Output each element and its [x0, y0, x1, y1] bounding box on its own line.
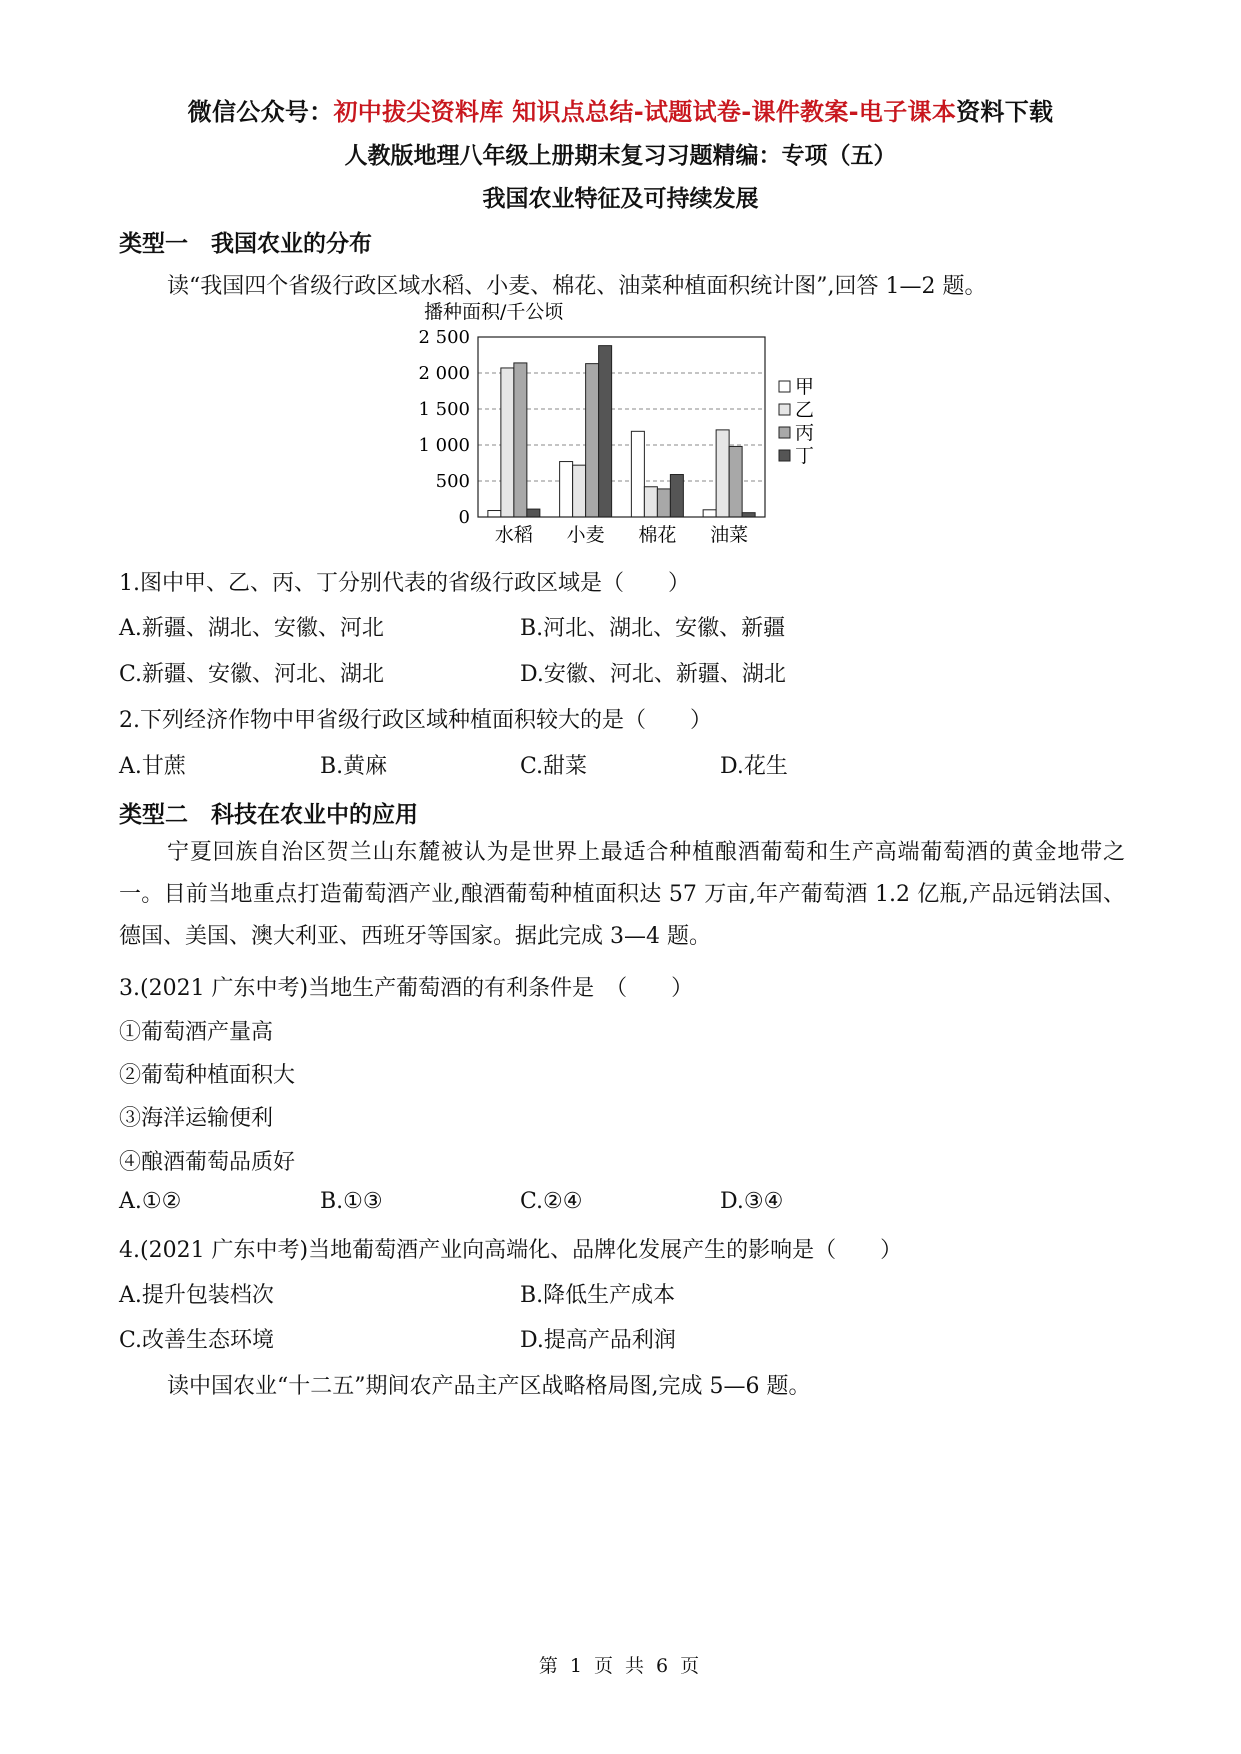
x-tick-label: 水稻 — [494, 524, 533, 546]
page-footer: 第 1 页 共 6 页 — [538, 1655, 703, 1677]
chart-bars — [488, 346, 755, 517]
legend-swatch — [779, 450, 790, 461]
header-banner — [0, 92, 1241, 127]
legend-swatch — [779, 404, 790, 415]
q3-option-c: C.②④ — [520, 1189, 583, 1214]
q4-option-c: C.改善生态环境 — [119, 1328, 275, 1353]
page-subtitle: 我国农业特征及可持续发展 — [482, 186, 759, 212]
x-tick-label: 棉花 — [638, 524, 677, 546]
q2-stem: 2.下列经济作物中甲省级行政区域种植面积较大的是（ ） — [119, 708, 712, 733]
q1-option-c: C.新疆、安徽、河北、湖北 — [119, 662, 385, 687]
bar — [670, 475, 683, 517]
bar — [716, 430, 729, 517]
y-tick-label: 2 500 — [418, 327, 470, 348]
q4-option-d: D.提高产品利润 — [520, 1328, 676, 1353]
chart-y-ticks — [418, 327, 470, 528]
section3-intro: 读中国农业“十二五”期间农产品主产区战略格局图,完成 5—6 题。 — [167, 1374, 811, 1399]
q1-option-b: B.河北、湖北、安徽、新疆 — [520, 616, 786, 641]
q3-option-a: A.①② — [119, 1189, 182, 1214]
bar — [631, 431, 644, 517]
legend-swatch — [779, 381, 790, 392]
header-prefix: 微信公众号： — [187, 98, 334, 126]
q1-option-d: D.安徽、河北、新疆、湖北 — [520, 662, 786, 687]
q4-stem: 4.(2021 广东中考)当地葡萄酒产业向高端化、品牌化发展产生的影响是（ ） — [119, 1238, 903, 1263]
q1-stem: 1.图中甲、乙、丙、丁分别代表的省级行政区域是（ ） — [119, 571, 690, 596]
bar — [573, 465, 586, 517]
q3-stem: 3.(2021 广东中考)当地生产葡萄酒的有利条件是 （ ） — [119, 976, 694, 1001]
q2-option-c: C.甜菜 — [520, 754, 588, 779]
bar — [514, 363, 527, 517]
y-tick-label: 1 500 — [418, 399, 470, 420]
bar — [501, 368, 514, 517]
bar — [729, 446, 742, 517]
x-tick-label: 油菜 — [710, 524, 749, 546]
section1-heading: 类型一 我国农业的分布 — [119, 231, 372, 257]
q3-option-d: D.③④ — [720, 1189, 784, 1214]
bar — [703, 510, 716, 517]
q3-item-4: ④酿酒葡萄品质好 — [119, 1150, 296, 1175]
section2-heading: 类型二 科技在农业中的应用 — [119, 802, 418, 828]
bar — [742, 513, 755, 517]
y-tick-label: 0 — [458, 507, 470, 528]
bar — [657, 489, 670, 517]
chart-x-ticks — [495, 524, 748, 546]
bar — [599, 346, 612, 517]
header-red-text: 初中拔尖资料库 知识点总结-试题试卷-课件教案-电子课本 — [333, 98, 957, 126]
y-tick-label: 1 000 — [418, 435, 470, 456]
q2-option-a: A.甘蔗 — [119, 754, 186, 779]
bar — [644, 487, 657, 517]
legend-swatch — [779, 427, 790, 438]
bar — [488, 511, 501, 517]
section1-intro: 读“我国四个省级行政区域水稻、小麦、棉花、油菜种植面积统计图”,回答 1—2 题。 — [167, 274, 987, 299]
section2-passage: 宁夏回族自治区贺兰山东麓被认为是世界上最适合种植酿酒葡萄和生产高端葡萄酒的黄金地带之一。目前当地重点打造葡萄酒产业,酿酒葡萄种植面积达 57 万亩,年产葡萄酒 1.2 亿瓶,产品远销法国、德国、美国、澳大利亚、西班牙等国家。据此完成 3—4 题。 — [119, 840, 1125, 949]
bar-chart — [410, 300, 830, 550]
y-tick-label: 500 — [435, 471, 470, 492]
legend-label: 甲 — [795, 376, 815, 398]
bar — [560, 462, 573, 517]
q3-option-b: B.①③ — [320, 1189, 383, 1214]
q3-item-1: ①葡萄酒产量高 — [119, 1020, 274, 1045]
chart-ylabel: 播种面积/千公顷 — [424, 301, 564, 323]
legend-label: 乙 — [795, 399, 815, 421]
q4-option-a: A.提升包装档次 — [119, 1283, 274, 1308]
q4-option-b: B.降低生产成本 — [520, 1283, 676, 1308]
bar — [586, 364, 599, 517]
legend-label: 丁 — [795, 445, 815, 467]
q2-option-b: B.黄麻 — [320, 754, 388, 779]
q1-option-a: A.新疆、湖北、安徽、河北 — [119, 616, 384, 641]
q3-item-3: ③海洋运输便利 — [119, 1106, 274, 1131]
x-tick-label: 小麦 — [566, 524, 605, 546]
q2-option-d: D.花生 — [720, 754, 788, 779]
header-suffix: 资料下载 — [956, 98, 1054, 126]
y-tick-label: 2 000 — [418, 363, 470, 384]
q3-item-2: ②葡萄种植面积大 — [119, 1063, 296, 1088]
page-title: 人教版地理八年级上册期末复习习题精编：专项（五） — [344, 143, 897, 169]
chart-legend — [779, 376, 814, 467]
bar — [527, 509, 540, 517]
legend-label: 丙 — [795, 422, 815, 444]
